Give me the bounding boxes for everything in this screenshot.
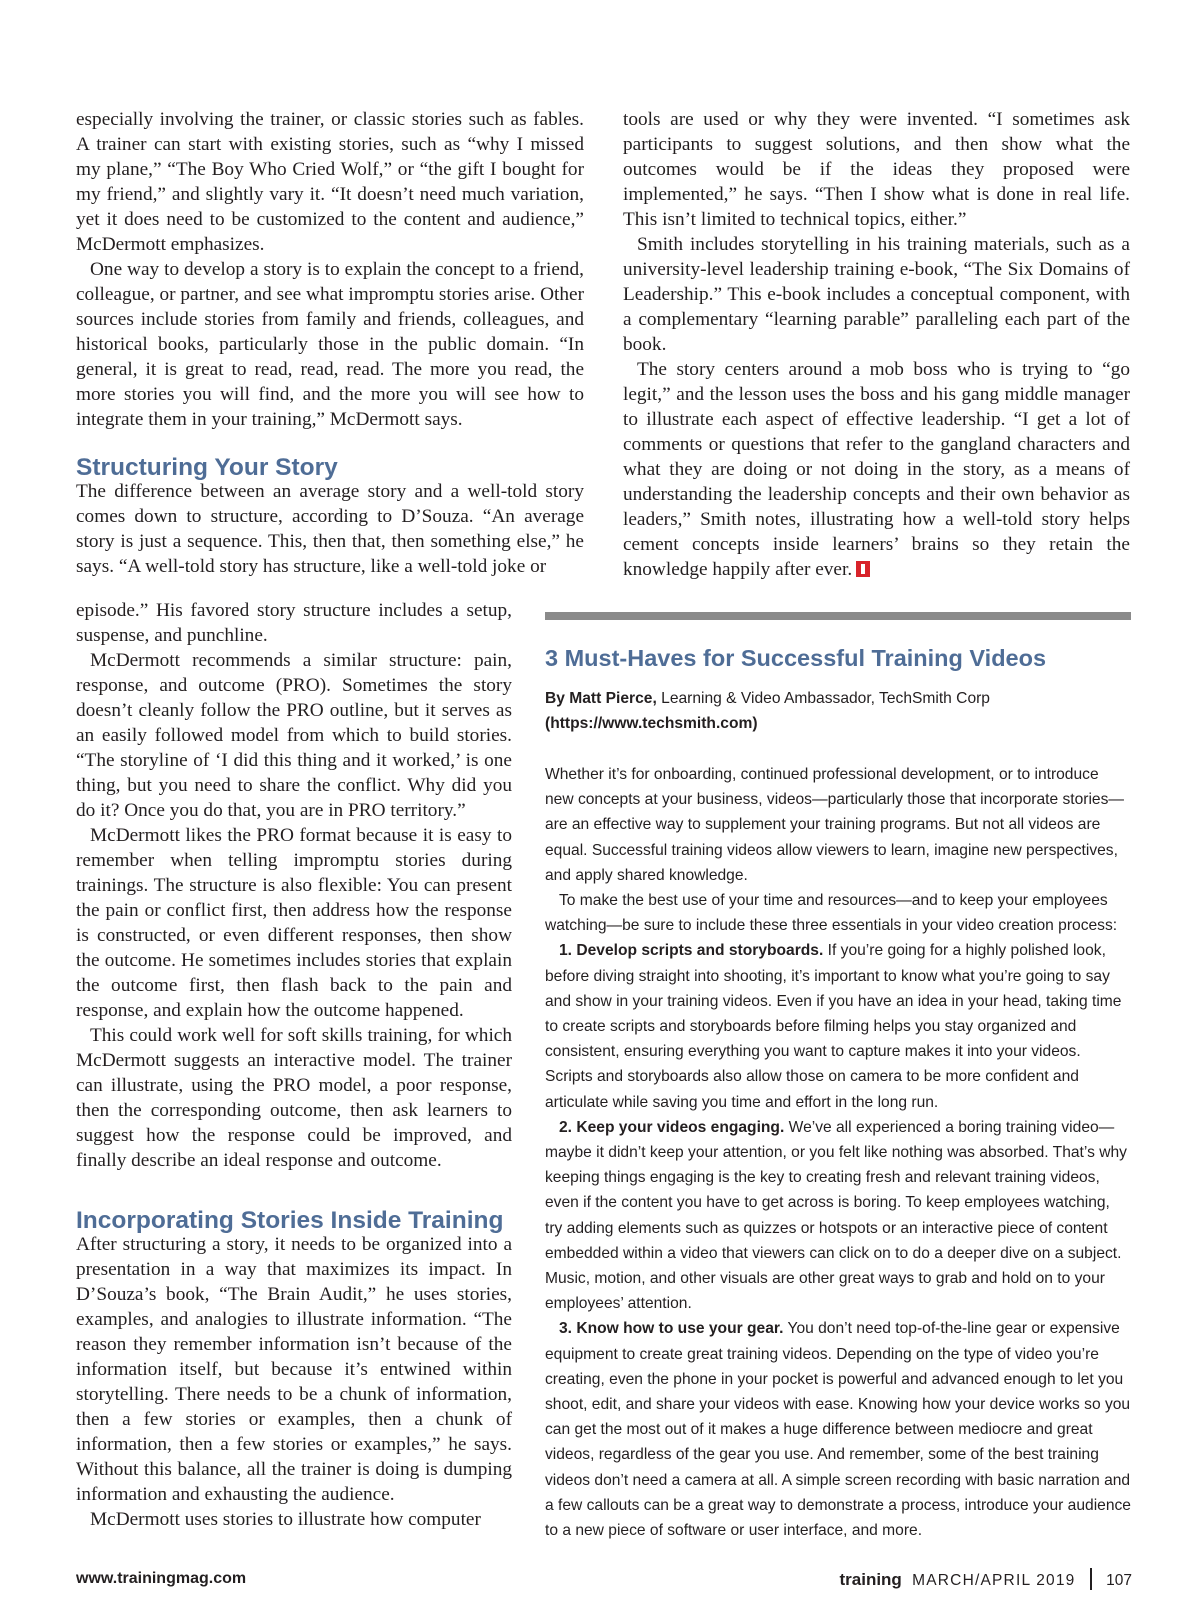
sidebar-body bbox=[545, 762, 1131, 1543]
byline-role: Learning & Video Ambassador, TechSmith Corp bbox=[661, 690, 990, 707]
sidebar-item bbox=[545, 938, 1131, 1114]
final-paragraph-text: The story centers around a mob boss who is trying to “go legit,” and the lesson uses the boss and his gang middle manager to illustrate each aspect of effective leadership. “I get a lot of comments or questions that refer to the gangland characters and what they are doing or not doing in the story, as a means of understanding the leadership concepts and their own behavior as leaders,” Smith notes, illustrating how a well-told story helps cement concepts inside learners’ brains so they retain the knowledge happily after ever. bbox=[623, 359, 1130, 580]
byline-author: By Matt Pierce, bbox=[545, 690, 657, 707]
sidebar-item-text: If you’re going for a highly polished look, before diving straight into shooting, it’s important to know what you’re going to say and show in your training videos. Even if you have an idea in your head, taking time to create scripts and storyboards before filming helps you stay organized and consistent, ensuring everything you want to capture makes it into your videos. Scripts and storyboards also allow those on camera to be more confident and articulate while saving you time and effort in the long run. bbox=[545, 942, 1122, 1111]
body-paragraph: especially involving the trainer, or classic stories such as fables. A trainer can start with existing stories, such as “why I missed my plane,” “The Boy Who Cried Wolf,” or “the gift I bought for my friend,” and slightly vary it. “It doesn’t need much variation, yet it does need to be customized to the content and audience,” McDermott emphasizes. bbox=[76, 109, 584, 255]
left-column-top bbox=[76, 107, 584, 432]
body-paragraph: Smith includes storytelling in his training materials, such as a university-level leadership training e-book, “The Six Domains of Leadership.” This e-book includes a conceptual component, with a complementary “learning parable” paralleling each part of the book. bbox=[623, 234, 1130, 355]
body-paragraph: McDermott recommends a similar structure: pain, response, and outcome (PRO). Sometimes the story doesn’t cleanly follow the PRO outline, but it serves as an easily followed model from which to build stories. “The storyline of ‘I did this thing and it worked,’ is one thing, but you need to share the conflict. Why did you do it? Once you do that, you are in PRO territory.” bbox=[76, 650, 512, 821]
sidebar-title: 3 Must-Haves for Successful Training Videos bbox=[545, 645, 1047, 671]
structuring-paragraph-block bbox=[76, 479, 584, 579]
sidebar-paragraph: Whether it’s for onboarding, continued professional development, or to introduce new concepts at your business, videos—particularly those that incorporate stories—are an effective way to supplement your training programs. But not all videos are equal. Successful training videos allow viewers to learn, imagine new perspectives, and apply shared knowledge. bbox=[545, 766, 1124, 884]
body-paragraph: McDermott likes the PRO format because it is easy to remember when telling impromptu stories during trainings. The structure is also flexible: You can present the pain or conflict first, then address how the response is constructed, or even different responses, then show the outcome. He sometimes includes stories that explain the outcome first, then flash back to the pain and response, and explain how the outcome happened. bbox=[76, 825, 512, 1021]
footer-issue: MARCH/APRIL 2019 bbox=[912, 1572, 1076, 1589]
footer-folio bbox=[839, 1568, 1132, 1590]
sidebar-item-lead: 2. Keep your videos engaging. bbox=[559, 1118, 785, 1136]
sidebar-item bbox=[545, 1115, 1131, 1317]
footer-separator bbox=[1090, 1568, 1092, 1590]
body-paragraph: McDermott uses stories to illustrate how computer bbox=[90, 1509, 481, 1530]
sidebar-item-lead: 3. Know how to use your gear. bbox=[559, 1320, 784, 1338]
sidebar-byline bbox=[545, 686, 1135, 736]
byline-url: (https://www.techsmith.com) bbox=[545, 715, 758, 732]
end-of-story-icon bbox=[856, 561, 870, 577]
body-paragraph: One way to develop a story is to explain the concept to a friend, colleague, or partner, and see what impromptu stories arise. Other sources include stories from family and friends, colleagues, and historical books, particularly those in the public domain. “In general, it is great to read, read, read. The more you read, the more stories you will find, and the more you will see how to integrate them in your training,” McDermott says. bbox=[76, 259, 584, 430]
structuring-continuation bbox=[76, 598, 512, 648]
sidebar-item-text: We’ve all experienced a boring training video—maybe it didn’t keep your attention, or you felt like nothing was absorbed. That’s why keeping things engaging is the key to creating fresh and relevant training videos, even if the content you have to get across is boring. To keep employees watching, try adding elements such as quizzes or hotspots or an interactive piece of content embedded within a video that viewers can click on to do a deeper dive on a subject. Music, motion, and other visuals are other great ways to grab and hold on to your employees’ attention. bbox=[545, 1118, 1127, 1313]
body-paragraph: tools are used or why they were invented. “I sometimes ask participants to suggest solutions, and then show what the outcomes would be if the ideas they proposed were implemented,” he says. “Then I show what is done in real life. This isn’t limited to technical topics, either.” bbox=[623, 109, 1130, 230]
body-paragraph-final bbox=[623, 357, 1130, 582]
footer-brand: training bbox=[839, 1570, 902, 1589]
section-heading-incorporating: Incorporating Stories Inside Training bbox=[76, 1207, 504, 1234]
sidebar-divider bbox=[545, 612, 1131, 620]
sidebar-paragraph: To make the best use of your time and resources—and to keep your employees watching—be sure to include these three essentials in your video creation process: bbox=[545, 892, 1118, 935]
section-heading-structuring: Structuring Your Story bbox=[76, 454, 338, 481]
sidebar-item-lead: 1. Develop scripts and storyboards. bbox=[559, 942, 824, 960]
page-number: 107 bbox=[1106, 1572, 1132, 1589]
incorporating-block bbox=[76, 1232, 512, 1532]
body-paragraph: After structuring a story, it needs to be organized into a presentation in a way that maximizes its impact. In D’Souza’s book, “The Brain Audit,” he uses stories, examples, and analogies to illustrate information. “The reason they remember information isn’t because of the information itself, but because it’s entwined within storytelling. There needs to be a chunk of information, then a few stories or examples, then a chunk of information, then a few stories or examples,” he says. Without this balance, all the trainer is doing is dumping information and exhausting the audience. bbox=[76, 1234, 512, 1505]
footer-website: www.trainingmag.com bbox=[76, 1570, 247, 1587]
body-paragraph: episode.” His favored story structure includes a setup, suspense, and punchline. bbox=[76, 600, 512, 646]
sidebar-item-text: You don’t need top-of-the-line gear or expensive equipment to create great training videos. Depending on the type of video you’re creating, even the phone in your pocket is powerful and advanced enough to let you shoot, edit, and share your videos with ease. Knowing how your device works so you can get the most out of it makes a huge difference between mediocre and great videos, regardless of the gear you use. And remember, some of the best training videos don’t need a camera at all. A simple screen recording with basic narration and a few callouts can be a great way to demonstrate a process, introduce your audience to a new piece of software or user interface, and more. bbox=[545, 1320, 1131, 1540]
sidebar-item bbox=[545, 1316, 1131, 1543]
body-paragraph: The difference between an average story and a well-told story comes down to structure, according to D’Souza. “An average story is just a sequence. This, then that, then something else,” he says. “A well-told story has structure, like a well-told joke or bbox=[76, 481, 584, 577]
left-column-lower bbox=[76, 648, 512, 1173]
body-paragraph: This could work well for soft skills training, for which McDermott suggests an interactive model. The trainer can illustrate, using the PRO model, a poor response, then the corresponding outcome, then ask learners to suggest how the response could be improved, and finally describe an ideal response and outcome. bbox=[76, 1025, 512, 1171]
right-column-top bbox=[623, 107, 1130, 582]
